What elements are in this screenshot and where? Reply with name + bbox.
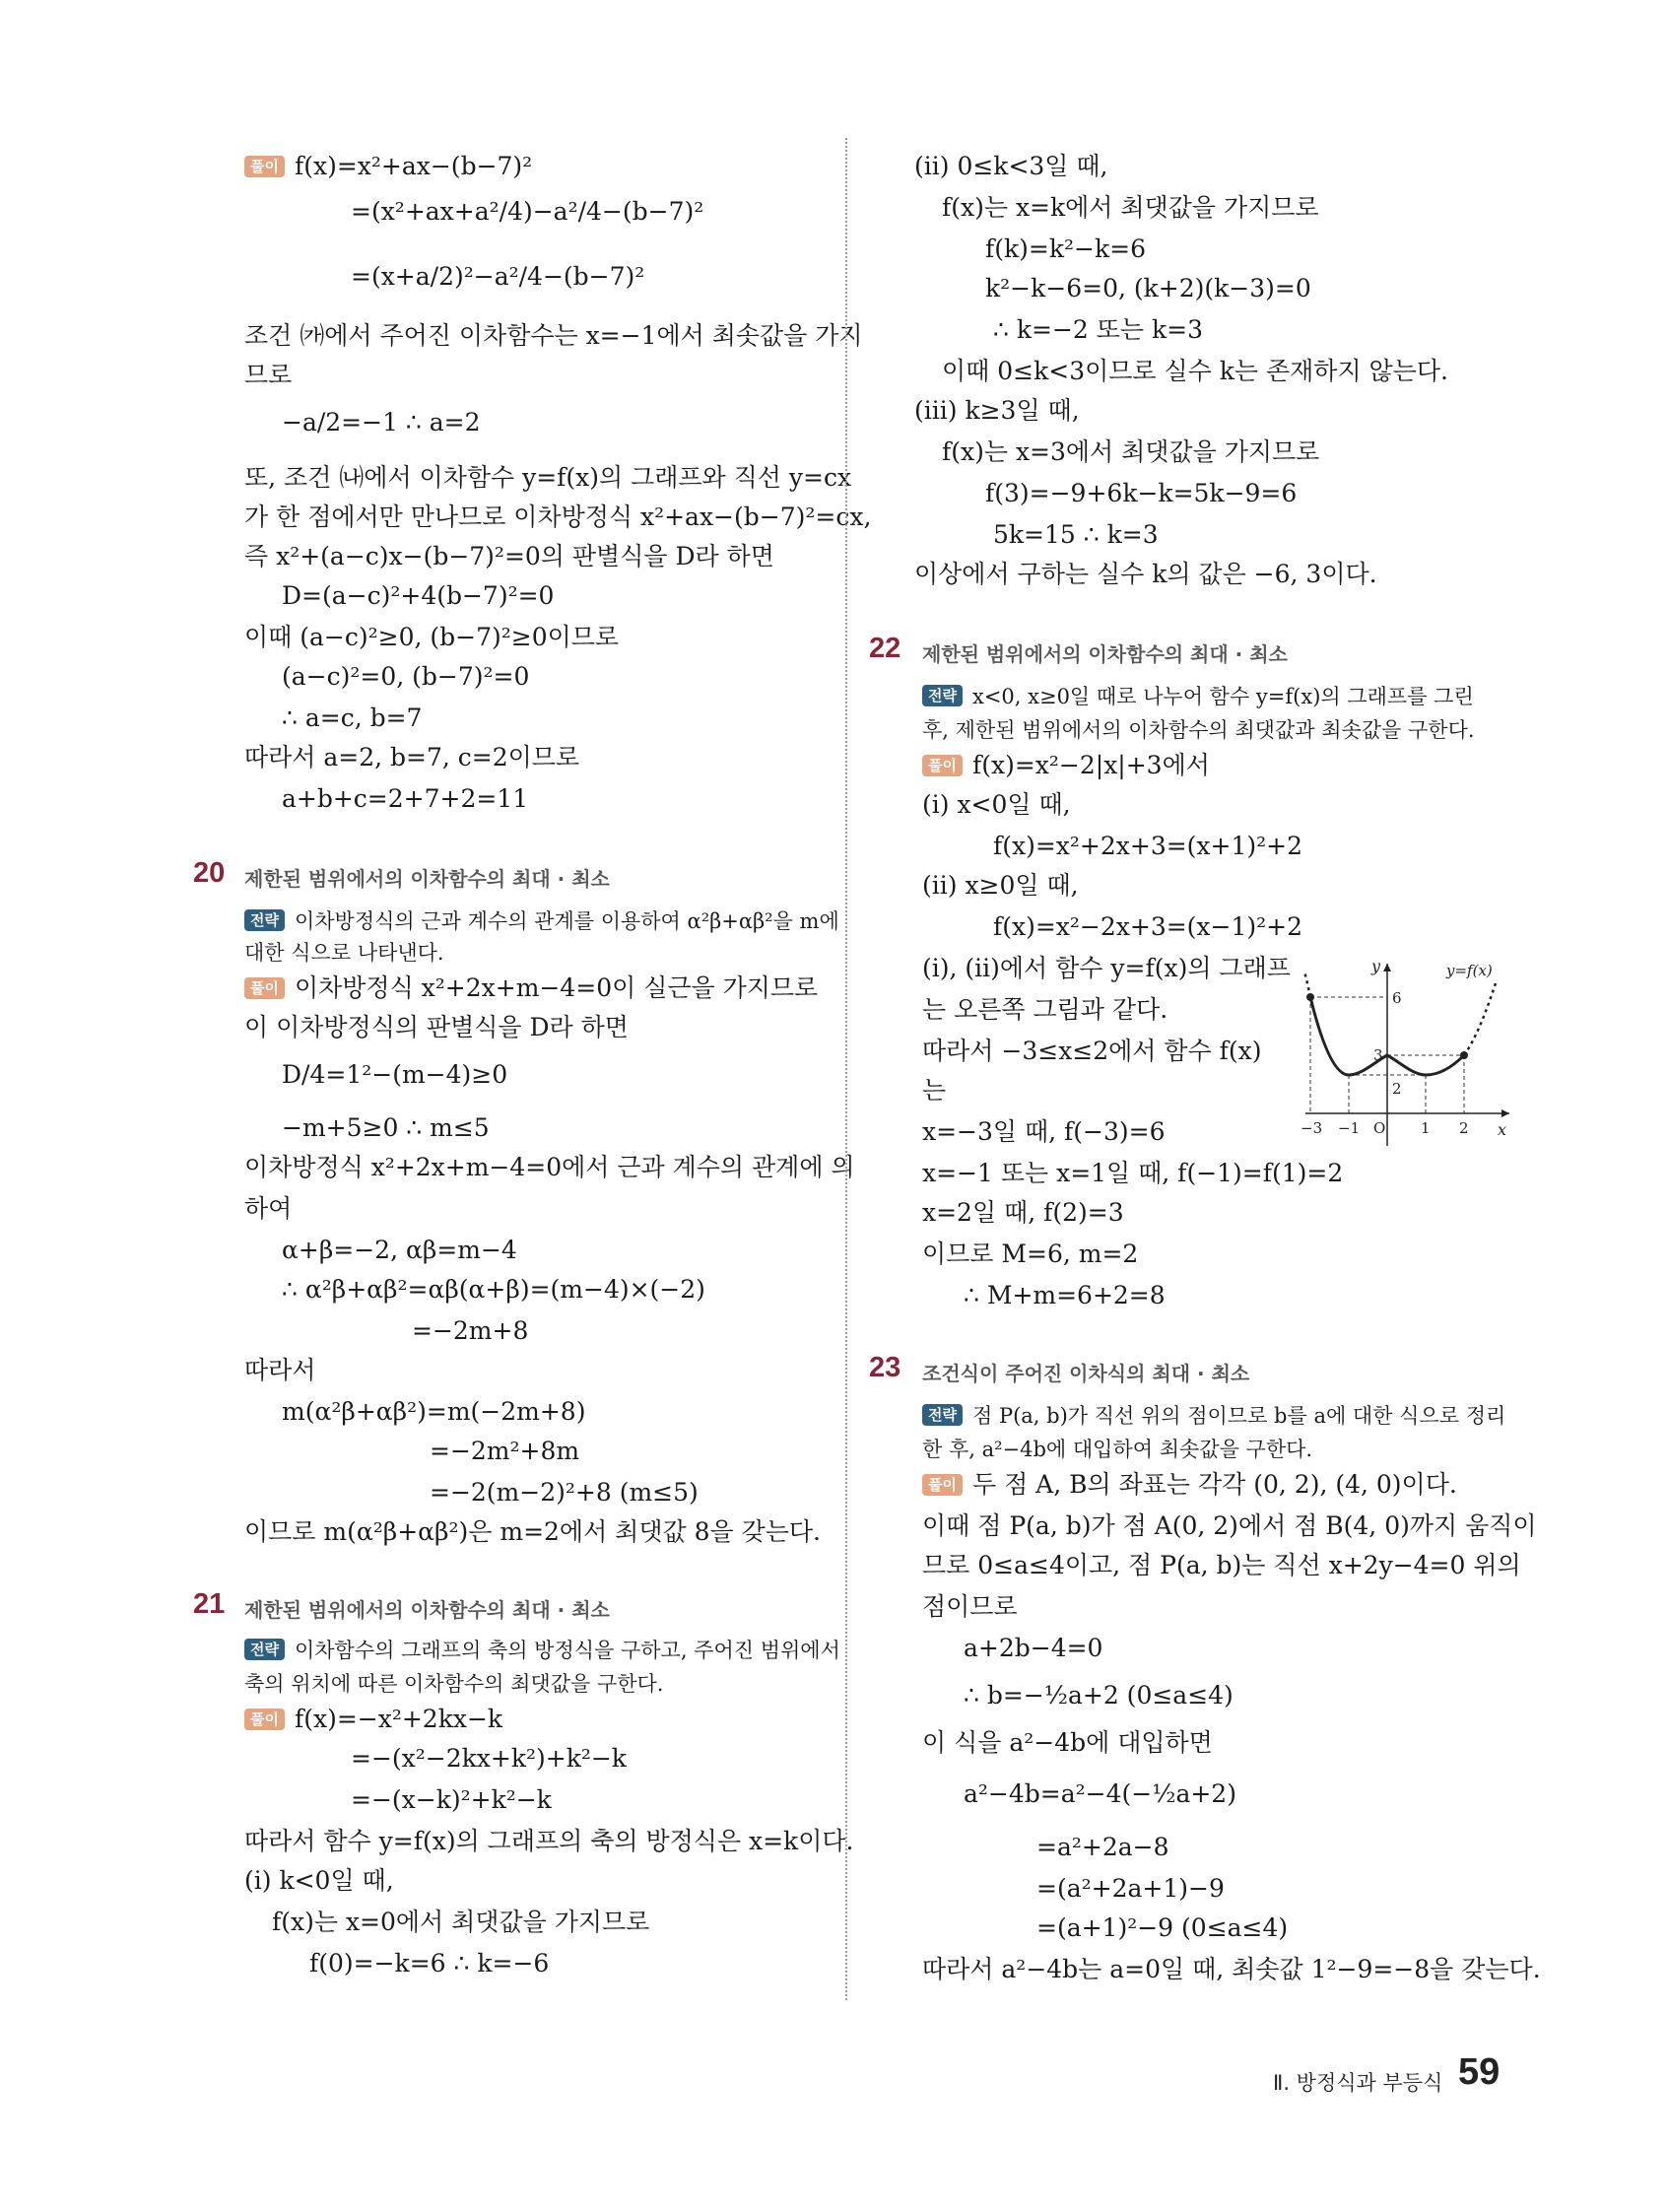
- q22-line-10: x=−3일 때, f(−3)=6: [922, 1117, 1166, 1146]
- x-tick-minus-3: −3: [1301, 1119, 1323, 1137]
- q22-line-8: 따라서 −3≤x≤2에서 함수 f(x): [922, 1037, 1262, 1065]
- y-tick-3: 3: [1373, 1046, 1383, 1064]
- q23-strategy-1: 전략 점 P(a, b)가 직선 위의 점이므로 b를 a에 대한 식으로 정리: [922, 1399, 1505, 1433]
- q22-line-4: (ii) x≥0일 때,: [922, 871, 1079, 900]
- q23-line-10: =(a²+2a+1)−9: [1036, 1874, 1225, 1903]
- question-title-21: 제한된 범위에서의 이차함수의 최대 · 최소: [244, 1598, 610, 1622]
- x-tick-minus-1: −1: [1338, 1119, 1361, 1137]
- strategy-tag: 전략: [244, 1639, 285, 1660]
- question-title-22: 제한된 범위에서의 이차함수의 최대 · 최소: [922, 642, 1288, 666]
- q20-line-14: 이므로 m(α²β+αβ²)은 m=2에서 최댓값 8을 갖는다.: [244, 1517, 821, 1546]
- curve-extension-left: [1304, 972, 1310, 997]
- question-number-23: 23: [869, 1352, 901, 1383]
- x-tick-2: 2: [1459, 1119, 1469, 1137]
- q21-strategy-2: 축의 위치에 따른 이차함수의 최댓값을 구한다.: [244, 1672, 664, 1696]
- point-right-end: [1460, 1051, 1468, 1059]
- solution-tag: 풀이: [244, 1709, 285, 1730]
- q21b-line-3: f(k)=k²−k=6: [985, 235, 1146, 263]
- q20-line-1: 풀이 이차방정식 x²+2x+m−4=0이 실근을 가지므로: [244, 972, 818, 1005]
- q21b-line-9: f(3)=−9+6k−k=5k−9=6: [985, 479, 1298, 507]
- q20-strategy-1: 전략 이차방정식의 근과 계수의 관계를 이용하여 α²β+αβ²을 m에: [244, 905, 839, 938]
- q23-line-1: 풀이 두 점 A, B의 좌표는 각각 (0, 2), (4, 0)이다.: [922, 1468, 1457, 1502]
- question-title-20: 제한된 범위에서의 이차함수의 최대 · 최소: [244, 867, 610, 891]
- q20-line-2: 이 이차방정식의 판별식을 D라 하면: [244, 1013, 629, 1041]
- solution-tag: 풀이: [922, 1474, 963, 1496]
- q21-line-4: 따라서 함수 y=f(x)의 그래프의 축의 방정식은 x=k이다.: [244, 1827, 854, 1855]
- q20-line-5: 이차방정식 x²+2x+m−4=0에서 근과 계수의 관계에 의: [244, 1153, 855, 1181]
- q19-line-4: 조건 ㈎에서 주어진 이차함수는 x=−1에서 최솟값을 가지: [244, 321, 863, 350]
- q22-line-12: x=2일 때, f(2)=3: [922, 1198, 1124, 1227]
- q23-line-4: 점이므로: [922, 1592, 1018, 1621]
- q21b-line-8: f(x)는 x=3에서 최댓값을 가지므로: [942, 437, 1320, 466]
- q22-line-13: 이므로 M=6, m=2: [922, 1240, 1139, 1268]
- q19-line-5: 므로: [244, 361, 293, 389]
- q19-line-8: 가 한 점에서만 만나므로 이차방정식 x²+ax−(b−7)²=cx,: [244, 503, 872, 531]
- q19-line-2: =(x²+ax+a²/4)−a²/4−(b−7)²: [351, 197, 704, 226]
- y-tick-6: 6: [1392, 989, 1402, 1007]
- q20-line-7: α+β=−2, αβ=m−4: [282, 1236, 517, 1264]
- q20-line-13: =−2(m−2)²+8 (m≤5): [430, 1478, 699, 1507]
- q22-strategy-2: 후, 제한된 범위에서의 이차함수의 최댓값과 최솟값을 구한다.: [922, 718, 1475, 742]
- q21-line-7: f(0)=−k=6 ∴ k=−6: [309, 1949, 550, 1977]
- origin-label: O: [1373, 1119, 1386, 1137]
- q20-line-4: −m+5≥0 ∴ m≤5: [282, 1113, 490, 1142]
- point-left-end: [1306, 993, 1314, 1001]
- q22-line-11: x=−1 또는 x=1일 때, f(−1)=f(1)=2: [922, 1159, 1344, 1187]
- q22-strategy-1: 전략 x<0, x≥0일 때로 나누어 함수 y=f(x)의 그래프를 그린: [922, 680, 1474, 713]
- page-number: 59: [1458, 2051, 1501, 2093]
- q22-line-2: (i) x<0일 때,: [922, 790, 1071, 819]
- q19-line-14: 따라서 a=2, b=7, c=2이므로: [244, 743, 580, 771]
- solution-tag: 풀이: [244, 156, 285, 177]
- q19-line-9: 즉 x²+(a−c)x−(b−7)²=0의 판별식을 D라 하면: [244, 542, 774, 570]
- q23-line-5: a+2b−4=0: [964, 1634, 1103, 1662]
- q21b-line-1: (ii) 0≤k<3일 때,: [914, 152, 1108, 180]
- q20-line-10: 따라서: [244, 1356, 316, 1384]
- q21-line-5: (i) k<0일 때,: [244, 1866, 394, 1895]
- q23-line-12: 따라서 a²−4b는 a=0일 때, 최솟값 1²−9=−8을 갖는다.: [922, 1955, 1541, 1983]
- q20-line-9: =−2m+8: [412, 1316, 529, 1345]
- q19-line-3: =(x+a/2)²−a²/4−(b−7)²: [351, 262, 645, 291]
- q19-line-15: a+b+c=2+7+2=11: [282, 784, 529, 813]
- solution-tag: 풀이: [922, 755, 963, 776]
- q21b-line-10: 5k=15 ∴ k=3: [993, 520, 1159, 549]
- q21b-line-6: 이때 0≤k<3이므로 실수 k는 존재하지 않는다.: [942, 357, 1448, 385]
- question-number-22: 22: [869, 633, 901, 664]
- q22-line-14: ∴ M+m=6+2=8: [964, 1281, 1166, 1309]
- q20-line-3: D/4=1²−(m−4)≥0: [282, 1060, 508, 1089]
- q19-line-12: (a−c)²=0, (b−7)²=0: [282, 662, 530, 691]
- q21-line-3: =−(x−k)²+k²−k: [351, 1785, 552, 1814]
- q22-line-6: (i), (ii)에서 함수 y=f(x)의 그래프: [922, 954, 1291, 982]
- question-number-21: 21: [193, 1588, 226, 1620]
- y-axis-arrow-icon: [1383, 964, 1391, 972]
- strategy-tag: 전략: [922, 685, 963, 706]
- q19-line-13: ∴ a=c, b=7: [282, 704, 423, 732]
- q23-line-3: 므로 0≤a≤4이고, 점 P(a, b)는 직선 x+2y−4=0 위의: [922, 1551, 1521, 1579]
- q21b-line-4: k²−k−6=0, (k+2)(k−3)=0: [985, 274, 1311, 302]
- q22-line-5: f(x)=x²−2x+3=(x−1)²+2: [993, 912, 1303, 941]
- x-axis-arrow-icon: [1501, 1109, 1509, 1117]
- solution-tag: 풀이: [244, 977, 285, 999]
- q21b-line-11: 이상에서 구하는 실수 k의 값은 −6, 3이다.: [914, 560, 1377, 588]
- q20-line-8: ∴ α²β+αβ²=αβ(α+β)=(m−4)×(−2): [282, 1275, 705, 1304]
- curve-extension-right: [1464, 983, 1496, 1055]
- q21b-line-2: f(x)는 x=k에서 최댓값을 가지므로: [942, 193, 1319, 222]
- y-tick-2: 2: [1392, 1080, 1402, 1098]
- q23-line-11: =(a+1)²−9 (0≤a≤4): [1036, 1913, 1289, 1942]
- q21-strategy-1: 전략 이차함수의 그래프의 축의 방정식을 구하고, 주어진 범위에서: [244, 1634, 840, 1667]
- q21-line-2: =−(x²−2kx+k²)+k²−k: [351, 1744, 627, 1773]
- question-number-20: 20: [193, 857, 226, 889]
- q21b-line-5: ∴ k=−2 또는 k=3: [993, 315, 1203, 344]
- q19-line-10: D=(a−c)²+4(b−7)²=0: [282, 581, 555, 610]
- q22-graph: [1301, 954, 1515, 1151]
- curve-label: y=f(x): [1446, 962, 1493, 979]
- strategy-tag: 전략: [922, 1404, 963, 1426]
- y-axis-label: y: [1371, 957, 1381, 975]
- q23-line-8: a²−4b=a²−4(−½a+2): [964, 1779, 1236, 1808]
- q23-line-6: ∴ b=−½a+2 (0≤a≤4): [964, 1681, 1234, 1709]
- q19-line-7: 또, 조건 ㈏에서 이차함수 y=f(x)의 그래프와 직선 y=cx: [244, 463, 852, 492]
- q21-line-1: 풀이 f(x)=−x²+2kx−k: [244, 1703, 502, 1736]
- q21b-line-7: (iii) k≥3일 때,: [914, 396, 1080, 425]
- q20-line-12: =−2m²+8m: [430, 1437, 580, 1465]
- q20-strategy-2: 대한 식으로 나타낸다.: [244, 941, 444, 965]
- strategy-tag: 전략: [244, 909, 285, 931]
- q20-line-6: 하여: [244, 1194, 293, 1223]
- q23-line-2: 이때 점 P(a, b)가 점 A(0, 2)에서 점 B(4, 0)까지 움직이: [922, 1511, 1537, 1540]
- footer-chapter: Ⅱ. 방정식과 부등식: [1273, 2071, 1443, 2095]
- q21-line-6: f(x)는 x=0에서 최댓값을 가지므로: [272, 1908, 650, 1936]
- x-axis-label: x: [1498, 1120, 1507, 1139]
- q22-line-7: 는 오른쪽 그림과 같다.: [922, 995, 1168, 1024]
- q23-strategy-2: 한 후, a²−4b에 대입하여 최솟값을 구한다.: [922, 1438, 1313, 1461]
- q22-line-9: 는: [922, 1076, 947, 1105]
- q19-line-1: 풀이 f(x)=x²+ax−(b−7)²: [244, 150, 532, 183]
- question-title-23: 조건식이 주어진 이차식의 최대 · 최소: [922, 1362, 1250, 1385]
- x-tick-1: 1: [1421, 1119, 1431, 1137]
- column-divider: [845, 138, 847, 2000]
- q19-line-11: 이때 (a−c)²≥0, (b−7)²≥0이므로: [244, 623, 620, 651]
- q23-line-7: 이 식을 a²−4b에 대입하면: [922, 1728, 1213, 1757]
- q22-line-3: f(x)=x²+2x+3=(x+1)²+2: [993, 832, 1303, 860]
- q19-line-6: −a/2=−1 ∴ a=2: [282, 408, 481, 436]
- q23-line-9: =a²+2a−8: [1036, 1833, 1169, 1861]
- q20-line-11: m(α²β+αβ²)=m(−2m+8): [282, 1397, 586, 1426]
- q22-line-1: 풀이 f(x)=x²−2|x|+3에서: [922, 749, 1210, 782]
